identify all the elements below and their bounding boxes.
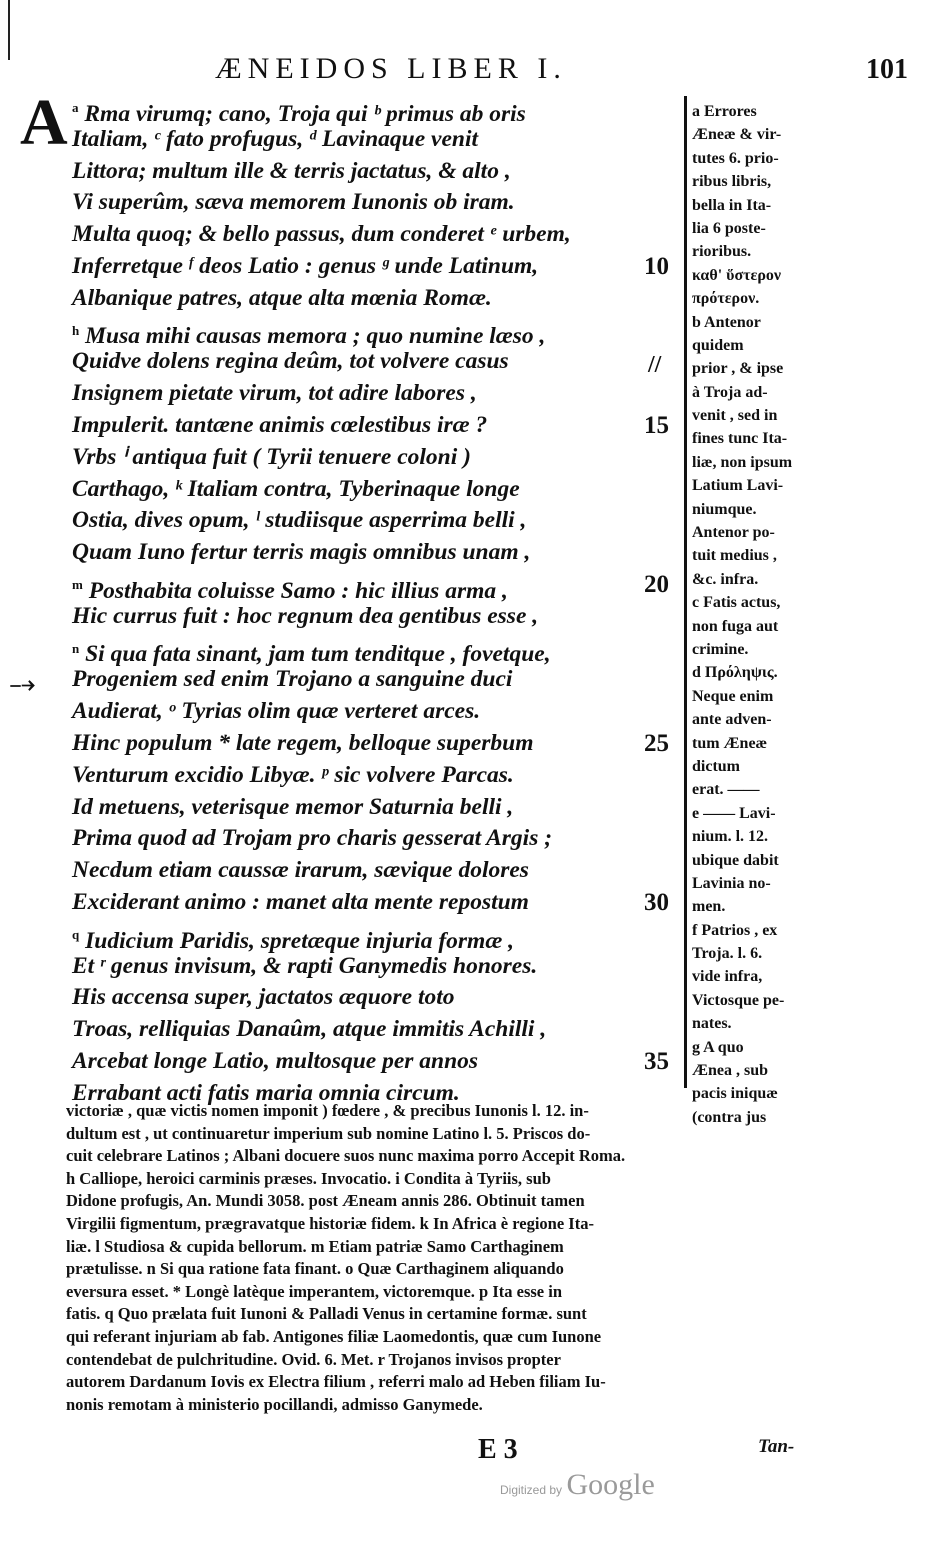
note-marker: m	[72, 576, 83, 592]
verse-line	[72, 601, 687, 633]
sidenote-line: ubique dabit	[692, 851, 779, 869]
footnote-line: eversura esset. * Longè latèque imperantem, victoremque. p Ita esse in	[66, 1281, 562, 1301]
verse-line	[72, 378, 687, 410]
verse-text: Troas, relliquias Danaûm, atque immitis Achilli ,	[72, 1016, 547, 1043]
line-number: 10	[644, 252, 669, 280]
sidenote-line: niumque.	[692, 500, 757, 518]
sidenote-line: tutes 6. prio-	[692, 149, 779, 167]
verse-text: Si qua fata sinant, jam tum tenditque , fovetque,	[85, 641, 551, 668]
verse-text: Exciderant animo : manet alta mente repostum	[72, 888, 529, 915]
left-edge-rule	[8, 0, 10, 60]
sidenote-line: b Antenor	[692, 313, 761, 331]
verse-text: Hinc populum * late regem, belloque superbum	[72, 729, 534, 756]
verse-text: Rma virumq; cano, Troja qui ᵇ primus ab oris	[84, 100, 526, 127]
line-number: 15	[644, 411, 669, 439]
verse-text: Venturum excidio Libyæ. ᵖ sic volvere Parcas.	[72, 761, 514, 788]
verse-text: Prima quod ad Trojam pro charis gesserat Argis ;	[72, 825, 553, 852]
footnote-line: prætulisse. n Si qua ratione fata finant. o Quæ Carthaginem aliquando	[66, 1259, 564, 1279]
sidenote-line: bella in Ita-	[692, 196, 772, 214]
sidenote-line: erat. ——	[692, 781, 760, 799]
footnote-line: fatis. q Quo prælata fuit Iunoni & Palladi Venus in certamine formæ. sunt	[66, 1304, 587, 1324]
verse-text: Italiam, ᶜ fato profugus, ᵈ Lavinaque venit	[72, 125, 479, 152]
sidenote-line: c Fatis actus,	[692, 594, 781, 612]
watermark-logo: Google	[566, 1468, 655, 1501]
footnote-line: contendebat de pulchritudine. Ovid. 6. Met. r Trojanos invisos propter	[66, 1349, 561, 1369]
footnote-line: h Calliope, heroici carminis præses. Invocatio. i Condita à Tyriis, sub	[66, 1168, 551, 1188]
sidenote-line: Lavinia no-	[692, 874, 771, 892]
verse-line	[72, 855, 687, 887]
poem-text	[20, 86, 687, 1110]
margin-mark: //	[648, 352, 662, 378]
line-number: 25	[644, 729, 669, 757]
verse-line	[72, 187, 687, 219]
verse-text: Ostia, dives opum, ˡ studiisque asperrima belli ,	[72, 507, 527, 534]
sidenote-line: καθ' ὕστερον	[692, 266, 782, 284]
verse-text: Musa mihi causas memora ; quo numine læso ,	[85, 323, 546, 350]
verse-line	[72, 569, 687, 604]
verse-text: Quidve dolens regina deûm, tot volvere casus	[72, 348, 509, 375]
sidenote-line: pacis iniquæ	[692, 1085, 778, 1103]
footnote-line: victoriæ , quæ victis nomen imponit ) fœdere , & precibus Iunonis l. 12. in-	[66, 1101, 589, 1120]
sidenote-line: Æneæ & vir-	[692, 126, 782, 144]
catchword: Tan-	[758, 1436, 795, 1457]
verse-line	[72, 474, 687, 506]
sidenote-line: à Troja ad-	[692, 383, 768, 401]
sidenote-line: non fuga aut	[692, 617, 779, 635]
sidenote-line: tuit medius ,	[692, 547, 777, 565]
footnotes	[66, 1100, 826, 1416]
verse-line	[72, 442, 687, 474]
verse-line	[72, 728, 687, 760]
verse-text: Posthabita coluisse Samo : hic illius arma ,	[88, 577, 508, 604]
sidenote-line: e —— Lavi-	[692, 804, 776, 822]
running-header	[215, 52, 908, 92]
footnote-line: nonis remotam à ministerio pocillandi, admisso Ganymede.	[66, 1394, 483, 1414]
verse-text: Insignem pietate virum, tot adire labores ,	[72, 380, 477, 407]
footnote-line: dultum est , ut continuaretur imperium sub nomine Latino l. 5. Priscos do-	[66, 1123, 591, 1143]
verse-line	[72, 982, 687, 1014]
sidenote-line: f Patrios , ex	[692, 921, 778, 939]
sidenote-line: Neque enim	[692, 687, 774, 705]
note-marker: n	[72, 640, 80, 656]
sidenote-line: Victosque pe-	[692, 991, 785, 1009]
sidenote-line: dictum	[692, 757, 740, 775]
sidenote-line: πρότερον.	[692, 290, 760, 308]
drop-cap: A	[20, 86, 68, 159]
verse-text: Quam Iuno fertur terris magis omnibus unam ,	[72, 539, 531, 566]
sidenote-line: Ænea , sub	[692, 1062, 769, 1080]
verse-line	[72, 124, 687, 156]
watermark-small: Digitized by	[500, 1483, 563, 1497]
verse-text: Necdum etiam caussæ irarum, sævique dolores	[72, 857, 529, 884]
footnote-line: qui referant injuriam ab fab. Antigones filiæ Laomedontis, quæ cum Iunone	[66, 1326, 602, 1346]
sidenote-line: nium. l. 12.	[692, 828, 769, 846]
verse-line	[72, 537, 687, 569]
sidenote-line: nates.	[692, 1015, 732, 1033]
sidenote-line: men.	[692, 898, 726, 916]
sidenote-line: liæ, non ipsum	[692, 453, 793, 471]
verse-line	[72, 633, 687, 668]
verse-text: Audierat, ᵒ Tyrias olim quæ verteret arces.	[72, 698, 481, 725]
verse-line	[72, 823, 687, 855]
verse-line	[72, 283, 687, 315]
verse-text: Et ʳ genus invisum, & rapti Ganymedis honores.	[72, 952, 538, 979]
footnote-line: Didone profugis, An. Mundi 3058. post Æneam annis 286. Obtinuit tamen	[66, 1191, 585, 1211]
signature-mark: E 3	[478, 1434, 518, 1465]
sidenote-line: a Errores	[692, 103, 757, 120]
verse-line	[72, 219, 687, 251]
verse-text: Impulerit. tantæne animis cœlestibus iræ ?	[72, 411, 488, 438]
note-marker: q	[72, 926, 80, 942]
verse-line	[72, 346, 687, 378]
verse-text: Hic currus fuit : hoc regnum dea gentibus esse ,	[72, 602, 539, 629]
note-marker: h	[72, 322, 80, 338]
verse-line	[72, 664, 687, 696]
footnote-line: cuit celebrare Latinos ; Albani docuere suos nunc maxima porro Accepit Roma.	[66, 1146, 626, 1166]
verse-line	[72, 315, 687, 350]
sidenote-line: vide infra,	[692, 968, 763, 986]
sidenote-line: ante adven-	[692, 711, 772, 729]
note-marker: a	[72, 100, 79, 115]
sidenote-line: venit , sed in	[692, 407, 778, 425]
verse-line	[72, 505, 687, 537]
verse-text: Albanique patres, atque alta mœnia Romæ.	[72, 284, 492, 311]
verse-text: Multa quoq; & bello passus, dum conderet ᵉ urbem,	[72, 221, 571, 248]
verse-line	[72, 919, 687, 954]
verse-line	[72, 696, 687, 728]
verse-text: Id metuens, veterisque memor Saturnia belli ,	[72, 793, 514, 820]
verse-line	[72, 1046, 687, 1078]
verse-line	[72, 792, 687, 824]
verse-text: Littora; multum ille & terris jactatus, & alto ,	[72, 157, 511, 184]
verse-line	[72, 1014, 687, 1046]
verse-text: Inferretque ᶠ deos Latio : genus ᵍ unde Latinum,	[72, 252, 539, 279]
sidenote-line: (contra jus	[692, 1108, 767, 1126]
verse-text: Iudicium Paridis, spretæque injuria formæ ,	[85, 927, 515, 954]
footnote-line: liæ. l Studiosa & cupida bellorum. m Etiam patriæ Samo Carthaginem	[66, 1236, 564, 1256]
verse-line	[72, 887, 687, 919]
marginal-notes	[692, 100, 852, 1129]
verse-line	[72, 760, 687, 792]
verse-line	[72, 951, 687, 983]
sidenote-line: d Πρόληψις.	[692, 664, 778, 682]
line-number: 20	[644, 570, 669, 598]
sidenote-line: Latium Lavi-	[692, 477, 784, 495]
sidenote-line: quidem	[692, 336, 744, 354]
sidenote-line: crimine.	[692, 640, 749, 658]
line-number: 35	[644, 1047, 669, 1075]
verse-text: Progeniem sed enim Trojano a sanguine duci	[72, 666, 513, 693]
sidenote-line: g A quo	[692, 1038, 744, 1056]
verse-text: His accensa super, jactatos æquore toto	[72, 984, 455, 1011]
column-divider	[684, 96, 687, 1088]
sidenote-line: fines tunc Ita-	[692, 430, 788, 448]
sidenote-line: rioribus.	[692, 243, 752, 261]
verse-line	[72, 156, 687, 188]
running-title: ÆNEIDOS LIBER I.	[215, 52, 567, 85]
sidenote-line: Antenor po-	[692, 524, 775, 542]
footnote-line: Virgilii figmentum, prægravatque historiæ fidem. k In Africa è regione Ita-	[66, 1213, 594, 1233]
verse-text: Vrbs ⁱ antiqua fuit ( Tyrii tenuere coloni )	[72, 443, 471, 470]
sidenote-line: tum Æneæ	[692, 734, 768, 752]
sidenote-line: prior , & ipse	[692, 360, 784, 378]
verse-text: Carthago, ᵏ Italiam contra, Tyberinaque longe	[72, 475, 520, 502]
margin-mark: ⤍	[10, 672, 35, 698]
sidenote-line: &c. infra.	[692, 570, 759, 588]
verse-line	[72, 410, 687, 442]
sidenote-line: ribus libris,	[692, 173, 772, 191]
verse-text: Errabant acti fatis maria omnia circum.	[72, 1079, 460, 1106]
verse-text: Arcebat longe Latio, multosque per annos	[72, 1047, 479, 1074]
footnote-line: autorem Dardanum Iovis ex Electra filium , referri malo ad Heben filiam Iu-	[66, 1372, 606, 1392]
verse-text: Vi superûm, sæva memorem Iunonis ob iram.	[72, 189, 515, 216]
verse-line	[72, 251, 687, 283]
sidenote-line: lia 6 poste-	[692, 219, 766, 237]
line-number: 30	[644, 888, 669, 916]
digitized-watermark	[500, 1468, 655, 1502]
sidenote-line: Troja. l. 6.	[692, 945, 763, 963]
page-number: 101	[866, 54, 908, 85]
